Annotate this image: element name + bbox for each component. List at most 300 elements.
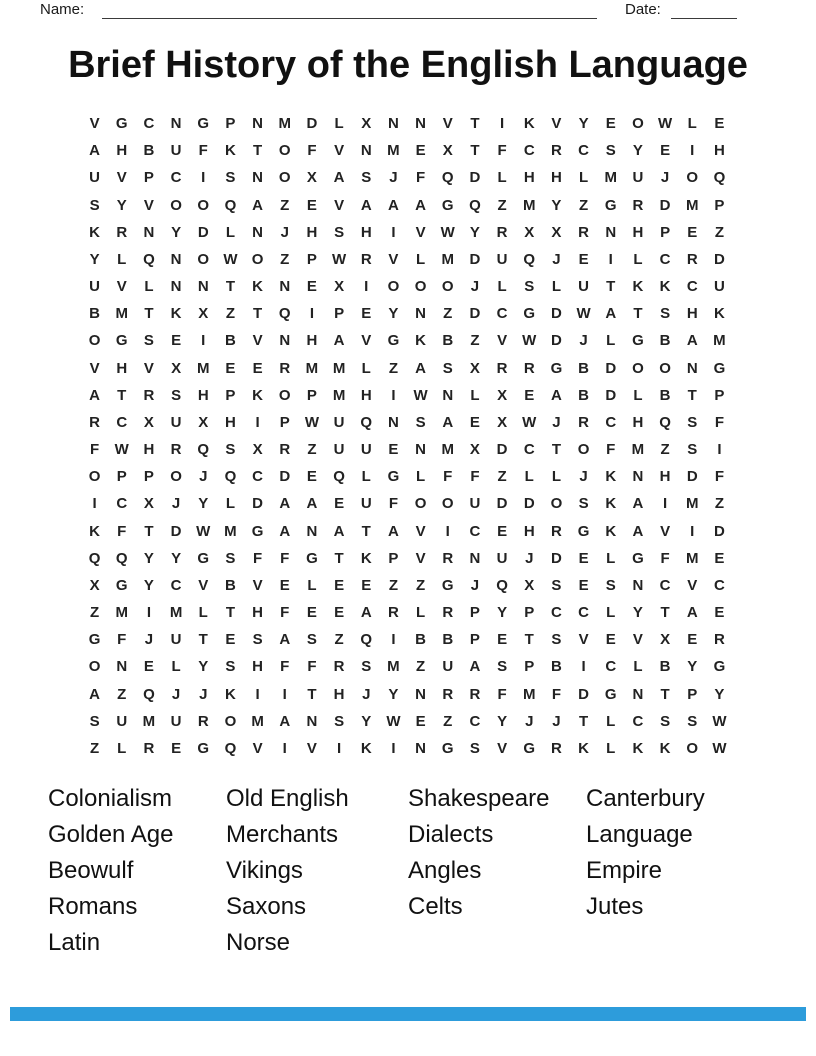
grid-letter: B [578,386,589,404]
grid-letter: P [143,468,154,486]
grid-letter: E [334,576,345,594]
grid-letter: G [577,522,590,540]
grid-letter: E [171,332,182,350]
grid-letter: Z [578,196,589,214]
grid-letter: O [278,142,291,160]
grid-letter: L [606,549,616,567]
grid-letter: S [143,332,154,350]
grid-letter: Z [470,332,480,350]
grid-letter: F [388,495,398,513]
grid-letter: V [116,169,127,187]
grid-letter: C [578,142,589,160]
grid-letter: O [170,468,182,486]
grid-letter: Y [632,142,643,160]
grid-letter: U [496,250,508,268]
grid-letter: V [660,522,671,540]
grid-letter: Q [360,631,373,649]
grid-letter: K [224,142,236,160]
grid-letter: I [282,685,287,703]
grid-letter: R [116,223,128,241]
grid-letter: L [225,495,235,513]
grid-letter: N [686,359,698,377]
grid-letter: B [442,631,454,649]
grid-letter: C [252,468,263,486]
grid-letter: Y [143,576,154,594]
grid-letter: S [660,712,671,730]
grid-letter: M [685,549,699,567]
grid-letter: T [307,685,317,703]
grid-letter: I [146,604,151,622]
grid-letter: U [333,413,345,431]
grid-letter: L [633,250,643,268]
grid-letter: A [550,386,562,404]
grid-letter: Z [117,685,127,703]
grid-letter: U [578,278,589,296]
grid-letter: L [551,468,561,486]
grid-letter: Q [143,685,155,703]
grid-letter: T [252,142,263,160]
grid-letter: J [552,712,561,730]
grid-letter: M [251,712,264,730]
grid-letter: P [714,386,725,404]
grid-letter: R [89,413,100,431]
grid-letter: N [415,685,426,703]
grid-letter: N [116,658,128,676]
grid-letter: F [198,142,208,160]
grid-letter: D [306,115,318,133]
grid-letter: A [360,196,372,214]
grid-letter: A [415,196,426,214]
grid-letter: L [144,278,154,296]
grid-letter: I [391,386,396,404]
grid-letter: Q [333,468,345,486]
grid-letter: X [361,115,372,133]
grid-letter: N [415,305,426,323]
grid-letter: N [442,386,454,404]
grid-letter: G [523,739,536,757]
grid-letter: D [713,250,725,268]
grid-letter: B [224,576,236,594]
grid-letter: H [360,386,372,404]
grid-letter: J [171,685,181,703]
grid-letter: E [415,712,426,730]
grid-letter: C [170,169,182,187]
grid-letter: R [632,196,644,214]
grid-letter: X [524,576,535,594]
grid-letter: I [201,332,206,350]
grid-letter: K [224,685,236,703]
grid-letter: G [604,685,617,703]
grid-letter: M [387,658,400,676]
puzzle-grid [81,110,733,762]
grid-letter: W [522,332,537,350]
grid-letter: V [252,576,263,594]
grid-letter: G [88,631,101,649]
grid-letter: Q [713,169,726,187]
grid-letter: J [199,468,208,486]
grid-letter: R [143,739,155,757]
grid-letter: Y [551,196,562,214]
grid-letter: Z [497,196,507,214]
grid-letter: D [469,169,481,187]
grid-letter: H [333,685,345,703]
grid-letter: D [550,332,562,350]
grid-letter: S [225,169,236,187]
grid-letter: L [633,386,643,404]
grid-letter: G [604,196,617,214]
grid-letter: N [306,522,318,540]
grid-letter: G [523,305,536,323]
grid-letter: S [497,658,508,676]
grid-letter: E [687,631,698,649]
grid-letter: U [469,495,481,513]
grid-letter: O [441,278,454,296]
grid-letter: B [143,142,155,160]
grid-letter: L [524,468,534,486]
grid-letter: F [443,468,453,486]
grid-letter: F [551,685,561,703]
grid-letter: S [578,495,589,513]
grid-letter: K [252,278,263,296]
grid-letter: I [391,223,396,241]
grid-letter: I [255,413,260,431]
grid-letter: V [415,522,426,540]
grid-letter: N [632,468,644,486]
grid-letter: L [415,468,426,486]
grid-letter: E [306,468,317,486]
word-item: Merchants [226,821,339,848]
grid-letter: Q [441,169,454,187]
grid-letter: L [606,712,616,730]
grid-letter: N [415,739,426,757]
grid-letter: L [171,658,181,676]
grid-letter: R [333,658,345,676]
grid-letter: Y [632,604,643,622]
word-column [48,781,226,961]
grid-letter: R [279,359,291,377]
grid-letter: U [360,441,372,459]
grid-letter: O [170,196,182,214]
grid-letter: X [143,413,154,431]
grid-letter: E [578,250,589,268]
grid-letter: Y [497,604,508,622]
grid-letter: Y [497,712,508,730]
grid-letter: E [605,115,616,133]
grid-letter: K [89,223,100,241]
grid-letter: Z [660,441,670,459]
grid-letter: R [550,739,562,757]
grid-letter: G [441,739,454,757]
grid-letter: C [605,413,617,431]
grid-letter: J [362,685,371,703]
grid-letter: N [279,278,291,296]
grid-letter: C [116,413,128,431]
grid-letter: H [116,359,128,377]
grid-letter: M [441,441,454,459]
grid-letter: Z [280,196,290,214]
grid-letter: H [686,305,698,323]
grid-letter: J [579,468,588,486]
grid-letter: P [116,468,127,486]
grid-letter: X [551,223,562,241]
grid-letter: D [550,549,562,567]
grid-letter: G [115,332,128,350]
grid-letter: I [309,305,314,323]
grid-letter: D [659,196,671,214]
grid-letter: I [255,685,260,703]
grid-letter: R [523,359,535,377]
grid-letter: Y [116,196,127,214]
grid-letter: S [252,631,263,649]
grid-letter: H [713,142,725,160]
grid-letter: U [496,549,508,567]
grid-letter: L [415,604,426,622]
grid-letter: L [361,468,371,486]
grid-letter: N [252,223,263,241]
grid-letter: C [523,142,535,160]
grid-letter: L [606,739,616,757]
grid-letter: S [306,631,317,649]
grid-letter: E [660,142,671,160]
grid-letter: V [252,332,263,350]
grid-letter: B [659,332,671,350]
grid-letter: J [389,169,398,187]
grid-letter: B [659,386,671,404]
grid-letter: C [116,495,128,513]
grid-letter: T [660,685,670,703]
grid-letter: C [469,712,481,730]
grid-letter: V [361,332,372,350]
grid-letter: K [605,468,617,486]
grid-letter: M [278,115,291,133]
grid-letter: H [116,142,128,160]
grid-letter: S [415,413,426,431]
grid-letter: E [171,739,182,757]
grid-letter: S [89,196,100,214]
grid-letter: M [685,495,699,513]
grid-letter: I [690,142,695,160]
grid-letter: O [88,332,101,350]
grid-letter: M [115,305,128,323]
grid-letter: P [469,631,480,649]
grid-letter: E [306,604,317,622]
grid-letter: A [279,495,291,513]
grid-letter: A [469,658,481,676]
grid-letter: D [252,495,263,513]
grid-letter: M [387,142,400,160]
grid-letter: T [470,115,480,133]
grid-letter: M [332,359,346,377]
grid-letter: S [171,386,182,404]
word-column [226,781,408,961]
grid-letter: D [469,250,481,268]
grid-letter: K [605,522,617,540]
grid-letter: E [687,223,698,241]
grid-letter: N [279,332,291,350]
grid-letter: R [469,685,481,703]
grid-letter: D [523,495,535,513]
grid-letter: Q [224,468,237,486]
grid-letter: M [604,169,617,187]
grid-letter: Y [388,685,399,703]
grid-letter: B [415,631,426,649]
grid-letter: C [578,604,589,622]
grid-letter: Y [143,549,154,567]
grid-letter: R [713,631,725,649]
grid-letter: D [496,495,508,513]
grid-letter: E [524,386,535,404]
grid-letter: R [442,604,454,622]
grid-letter: L [633,658,643,676]
grid-letter: I [391,739,396,757]
grid-letter: H [306,332,318,350]
grid-letter: A [333,522,345,540]
grid-letter: G [197,739,210,757]
grid-letter: I [581,658,586,676]
grid-letter: L [551,278,561,296]
grid-letter: R [279,441,291,459]
grid-letter: Q [88,549,101,567]
grid-letter: E [252,359,263,377]
grid-letter: G [632,549,644,567]
grid-letter: R [550,522,562,540]
grid-letter: G [632,332,644,350]
grid-letter: N [632,576,644,594]
grid-letter: A [387,522,399,540]
grid-letter: R [578,223,589,241]
grid-letter: A [686,604,698,622]
grid-letter: T [225,278,235,296]
grid-letter: O [278,169,291,187]
grid-letter: N [306,712,318,730]
grid-letter: N [252,115,263,133]
grid-letter: V [687,576,698,594]
grid-letter: V [442,115,453,133]
grid-letter: U [89,169,100,187]
grid-letter: X [198,305,209,323]
grid-letter: F [117,631,127,649]
grid-letter: R [496,359,508,377]
grid-letter: V [252,739,263,757]
grid-letter: M [631,441,645,459]
grid-letter: R [442,549,454,567]
grid-letter: Z [388,359,398,377]
grid-letter: Y [714,685,725,703]
grid-letter: T [578,712,589,730]
grid-letter: O [441,495,454,513]
grid-letter: V [143,359,154,377]
grid-letter: X [171,359,182,377]
grid-letter: Z [415,658,426,676]
grid-letter: T [660,604,670,622]
grid-letter: E [279,576,290,594]
grid-letter: K [523,115,535,133]
grid-letter: A [686,332,698,350]
grid-letter: A [333,169,345,187]
grid-letter: P [225,115,236,133]
grid-letter: X [442,142,453,160]
grid-letter: G [387,468,400,486]
grid-letter: G [197,549,210,567]
grid-letter: N [387,115,399,133]
footer-accent-bar [10,1007,806,1021]
grid-letter: U [170,631,182,649]
grid-letter: C [659,576,671,594]
grid-letter: R [197,712,209,730]
grid-letter: D [713,522,725,540]
grid-letter: M [441,250,454,268]
grid-letter: K [605,495,617,513]
grid-letter: A [89,142,100,160]
grid-letter: E [225,631,236,649]
grid-letter: K [659,739,671,757]
grid-letter: Q [659,413,671,431]
grid-letter: F [307,658,317,676]
grid-letter: K [170,305,182,323]
grid-letter: E [497,631,508,649]
grid-letter: G [713,658,726,676]
grid-letter: M [522,685,536,703]
grid-letter: N [252,169,263,187]
word-item: Latin [48,929,101,956]
grid-letter: O [278,386,291,404]
grid-letter: G [306,549,318,567]
grid-letter: V [497,332,508,350]
grid-letter: E [497,522,508,540]
grid-letter: D [496,441,508,459]
grid-letter: X [198,413,209,431]
grid-letter: Z [443,305,453,323]
grid-letter: H [360,223,372,241]
grid-letter: N [605,223,617,241]
grid-letter: Z [415,576,426,594]
grid-letter: Z [89,739,100,757]
grid-letter: X [469,441,480,459]
grid-letter: H [252,658,263,676]
grid-letter: W [304,413,319,431]
grid-letter: V [415,223,426,241]
grid-letter: L [470,386,480,404]
grid-letter: N [197,278,209,296]
grid-letter: C [469,522,481,540]
grid-letter: W [413,386,428,404]
word-item: Angles [408,857,482,884]
grid-letter: Q [115,549,128,567]
grid-letter: W [386,712,401,730]
grid-letter: J [660,169,670,187]
grid-letter: O [686,169,699,187]
grid-letter: P [279,413,290,431]
grid-letter: I [336,739,342,757]
grid-letter: O [224,712,237,730]
grid-letter: E [361,576,372,594]
grid-letter: S [334,712,345,730]
grid-letter: T [633,305,643,323]
grid-letter: P [306,250,317,268]
grid-letter: Z [714,495,724,513]
grid-letter: M [685,196,699,214]
grid-letter: Q [496,576,508,594]
grid-letter: F [660,549,670,567]
grid-letter: S [361,658,372,676]
grid-letter: S [442,359,453,377]
grid-letter: R [578,413,589,431]
grid-letter: V [89,115,100,133]
grid-letter: V [497,739,508,757]
grid-letter: S [551,631,562,649]
grid-letter: W [712,712,727,730]
grid-letter: N [170,250,182,268]
